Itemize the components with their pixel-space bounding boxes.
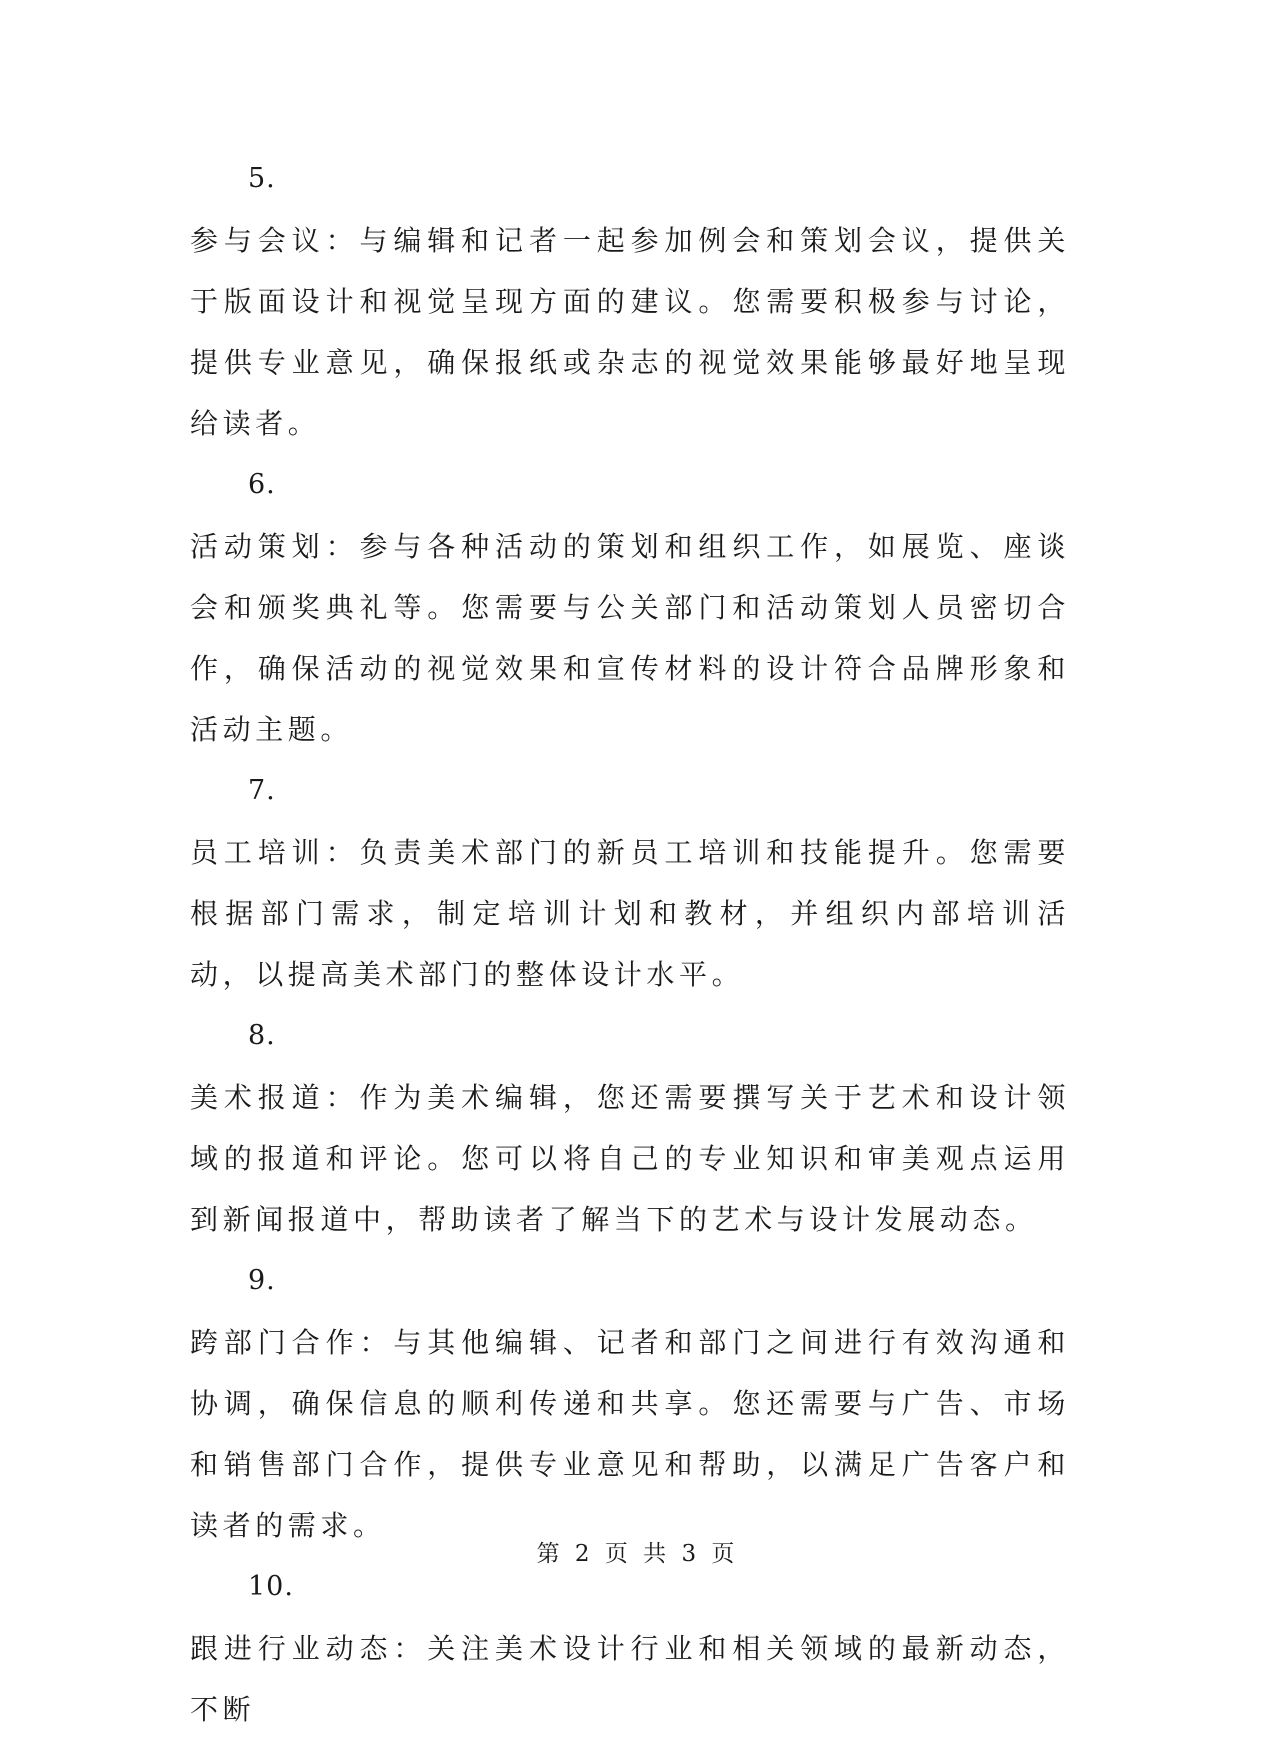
item-text: 活动策划：参与各种活动的策划和组织工作，如展览、座谈会和颁奖典礼等。您需要与公关部门和活动策划人员密切合作，确保活动的视觉效果和宣传材料的设计符合品牌形象和活动主题。 bbox=[190, 530, 1070, 746]
item-number: 6. bbox=[248, 469, 276, 500]
item-number: 8. bbox=[248, 1020, 276, 1051]
item-number: 7. bbox=[248, 775, 276, 806]
item-text: 员工培训：负责美术部门的新员工培训和技能提升。您需要根据部门需求，制定培训计划和教材，并组织内部培训活动，以提高美术部门的整体设计水平。 bbox=[190, 836, 1070, 991]
list-item bbox=[190, 1250, 1070, 1556]
item-text: 参与会议：与编辑和记者一起参加例会和策划会议，提供关于版面设计和视觉呈现方面的建议。您需要积极参与讨论，提供专业意见，确保报纸或杂志的视觉效果能够最好地呈现给读者。 bbox=[190, 224, 1070, 440]
document-body bbox=[190, 148, 1070, 1740]
list-item bbox=[190, 1005, 1070, 1250]
item-number: 9. bbox=[248, 1265, 276, 1296]
list-item bbox=[190, 760, 1070, 1005]
item-text: 跟进行业动态：关注美术设计行业和相关领域的最新动态，不断 bbox=[190, 1632, 1070, 1726]
list-item bbox=[190, 1556, 1070, 1740]
page-footer: 第 2 页 共 3 页 bbox=[536, 1541, 739, 1567]
item-text: 跨部门合作：与其他编辑、记者和部门之间进行有效沟通和协调，确保信息的顺利传递和共享。您还需要与广告、市场和销售部门合作，提供专业意见和帮助，以满足广告客户和读者的需求。 bbox=[190, 1326, 1070, 1542]
item-text: 美术报道：作为美术编辑，您还需要撰写关于艺术和设计领域的报道和评论。您可以将自己的专业知识和审美观点运用到新闻报道中，帮助读者了解当下的艺术与设计发展动态。 bbox=[190, 1081, 1070, 1236]
item-number: 10. bbox=[248, 1571, 294, 1602]
list-item bbox=[190, 454, 1070, 760]
list-item bbox=[190, 148, 1070, 454]
item-number: 5. bbox=[248, 163, 276, 194]
